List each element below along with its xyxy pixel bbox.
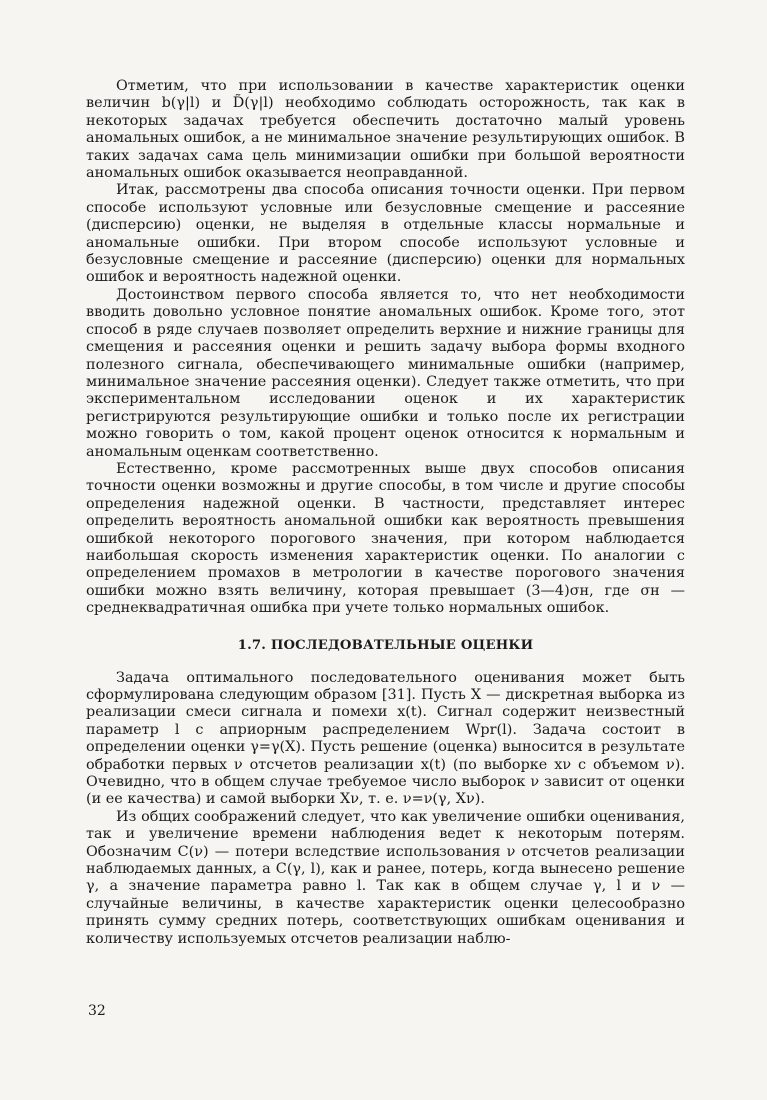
paragraph-two-methods: Итак, рассмотрены два способа описания точности оценки. При первом способе используют условные или безусловные смещение и рассеяние (дисперсию) оценки, не выделяя в отдельные классы нормальные и аномальные ошибки. При втором способе используют условные и безусловные смещение и рассеяние (дисперсию) оценки для нормальных ошибок и вероятность надежной оценки. xyxy=(86,182,685,286)
paragraph-anomalous-errors: Отметим, что при использовании в качестве характеристик оценки величин b(γ|l) и D̃(γ|l) необходимо соблюдать осторожность, так как в некоторых задачах требуется обеспечить достаточно малый уровень аномальных ошибок, а не минимальное значение результирующих ошибок. В таких задачах сама цель минимизации ошибки при большой вероятности аномальных ошибок оказывается неоправданной. xyxy=(86,78,685,182)
section-heading: 1.7. ПОСЛЕДОВАТЕЛЬНЫЕ ОЦЕНКИ xyxy=(237,637,534,653)
paragraph-other-methods: Естественно, кроме рассмотренных выше двух способов описания точности оценки возможны и другие способы, в том числе и другие способы определения надежной оценки. В частности, представляет интерес определить вероятность аномальной ошибки как вероятность превышения ошибкой некоторого порогового значения, при котором наблюдается наибольшая скорость изменения характеристик оценки. По аналогии с определением промахов в метрологии в качестве порогового значения ошибки можно взять величину, которая превышает (3—4)σн, где σн — среднеквадратичная ошибка при учете только нормальных ошибок. xyxy=(86,460,685,617)
paragraph-first-method-advantages: Достоинством первого способа является то, что нет необходимости вводить довольно условное понятие аномальных ошибок. Кроме того, этот способ в ряде случаев позволяет определить верхние и нижние границы для смещения и рассеяния оценки и решить задачу выбора формы входного полезного сигнала, обеспечивающего минимальные ошибки (например, минимальное значение рассеяния оценки). Следует также отметить, что при экспериментальном исследовании оценок и их характеристик регистрируются результирующие ошибки и только после их регистрации можно говорить о том, какой процент оценок относится к нормальным и аномальным оценкам соответственно. xyxy=(86,286,685,460)
paragraph-losses: Из общих соображений следует, что как увеличение ошибки оценивания, так и увеличение времени наблюдения ведет к некоторым потерям. Обозначим C(ν) — потери вследствие использования ν отсчетов реализации наблюдаемых данных, а C(γ, l), как и ранее, потерь, когда вынесено решение γ, а значение параметра равно l. Так как в общем случае γ, l и ν — случайные величины, в качестве характеристик оценки целесообразно принять сумму средних потерь, соответствующих ошибкам оценивания и количеству используемых отсчетов реализации наблю- xyxy=(86,808,685,947)
page-number: 32 xyxy=(88,1003,106,1019)
paragraph-sequential-task: Задача оптимального последовательного оценивания может быть сформулирована следующим образом [31]. Пусть X — дискретная выборка из реализации смеси сигнала и помехи x(t). Сигнал содержит неизвестный параметр l с априорным распределением Wpr(l). Задача состоит в определении оценки γ=γ(X). Пусть решение (оценка) выносится в результате обработки первых ν отсчетов реализации x(t) (по выборке xν с объемом ν). Очевидно, что в общем случае требуемое число выборок ν зависит от оценки (и ее качества) и самой выборки Xν, т. е. ν=ν(γ, Xν). xyxy=(86,669,685,808)
